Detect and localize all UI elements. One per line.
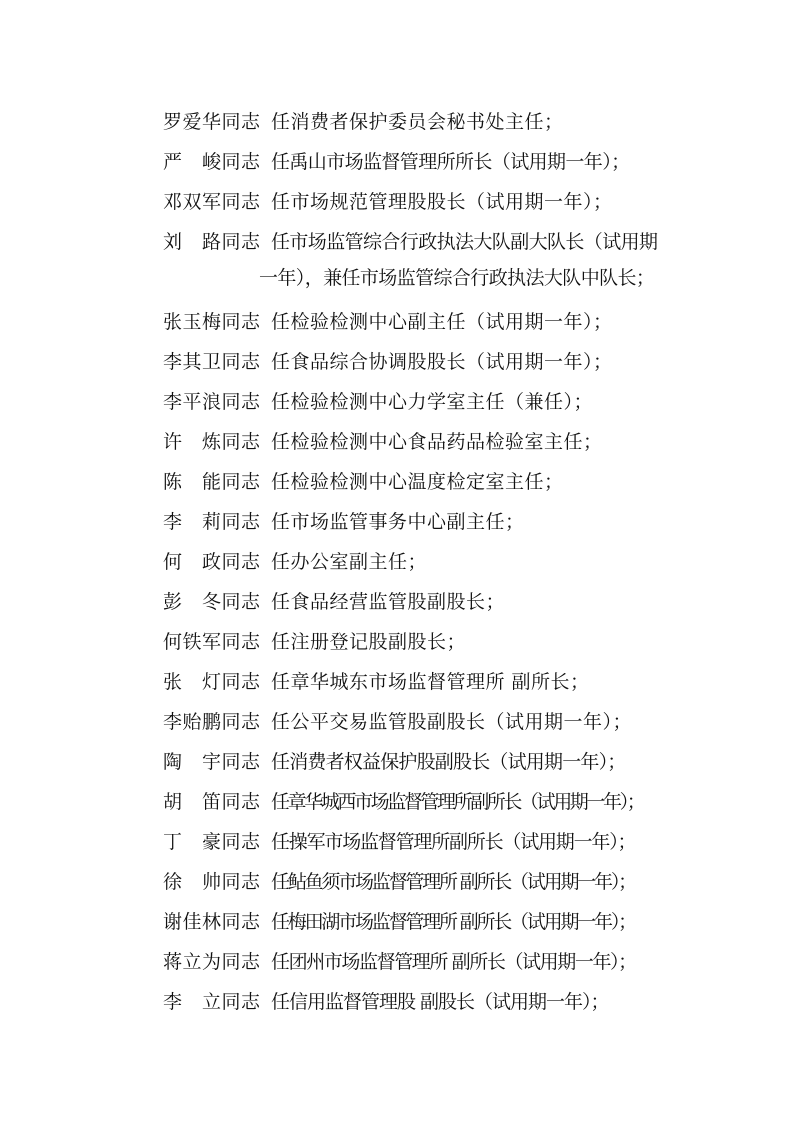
appointment-duty: 任检验检测中心力学室主任（兼任）； [271,391,594,413]
appointment-duty: 任办公室副主任； [271,551,428,573]
list-item [163,464,683,504]
list-item [163,504,683,544]
appointment-duty: 任公平交易监管股副股长（试用期一年）； [271,711,633,733]
appointment-duty-line-2: 一年），兼任市场监管综合行政执法大队中队长； [259,267,655,289]
person-name: 丁 豪同志 [163,831,261,853]
appointment-list [163,104,683,1024]
person-name: 张玉梅同志 [163,311,261,333]
appointment-duty: 任操军市场监督管理所副所长（试用期一年）； [271,831,636,853]
list-item [163,704,683,744]
person-name: 刘 路同志 [163,231,261,253]
list-item [163,744,683,784]
person-name: 胡 笛同志 [163,791,261,813]
person-name: 陈 能同志 [163,471,261,493]
list-item [163,424,683,464]
list-item [163,864,683,904]
person-name: 李其卫同志 [163,351,261,373]
person-name: 张 灯同志 [163,671,261,693]
appointment-duty: 任食品经营监管股副股长； [271,591,506,613]
appointment-duty: 任检验检测中心温度检定室主任； [271,471,564,493]
person-name: 罗爱华同志 [163,111,261,133]
appointment-duty: 任检验检测中心副主任（试用期一年）； [271,311,613,333]
list-item [163,784,683,824]
appointment-duty [259,224,683,296]
list-item [163,344,683,384]
person-name: 李平浪同志 [163,391,261,413]
person-name: 许 炼同志 [163,431,261,453]
appointment-duty: 任鲇鱼须市场监督管理所 副所长（试用期一年）； [271,871,635,893]
list-item [163,824,683,864]
list-item [163,984,683,1024]
list-item [163,624,683,664]
appointment-duty: 任注册登记股副股长； [271,631,467,653]
appointment-duty: 任消费者权益保护股副股长（试用期一年）； [271,751,626,773]
list-item [163,384,683,424]
appointment-duty: 任梅田湖市场监督管理所 副所长（试用期一年）； [271,911,635,933]
list-item [163,584,683,624]
list-item [163,664,683,704]
person-name: 李 莉同志 [163,511,261,533]
person-name: 陶 宇同志 [163,751,261,773]
person-name: 蒋立为同志 [163,951,261,973]
appointment-duty: 任禹山市场监督管理所所长（试用期一年）； [271,151,630,173]
appointment-duty: 任章华城东市场监督管理所 副所长； [271,671,590,693]
person-name: 何 政同志 [163,551,261,573]
appointment-duty: 任团州市场监督管理所 副所长（试用期一年）； [271,951,636,973]
appointment-duty-line-1: 任市场监管综合行政执法大队副大队长（试用期 [271,231,658,253]
appointment-duty: 任信用监督管理股 副股长（试用期一年）； [271,991,609,1013]
list-item [163,184,683,224]
list-item [163,104,683,144]
appointment-duty: 任章华城西市场监督管理所副所长（试用期一年）； [271,791,644,813]
person-name: 徐 帅同志 [163,871,261,893]
list-item [163,224,683,304]
person-name: 李贻鹏同志 [163,711,261,733]
person-name: 谢佳林同志 [163,911,261,933]
list-item [163,304,683,344]
list-item [163,144,683,184]
appointment-duty: 任市场规范管理股股长（试用期一年）； [271,191,613,213]
appointment-duty: 任检验检测中心食品药品检验室主任； [271,431,603,453]
person-name: 彭 冬同志 [163,591,261,613]
appointment-duty: 任食品综合协调股股长（试用期一年）； [271,351,613,373]
list-item [163,904,683,944]
list-item [163,544,683,584]
appointment-duty: 任市场监管事务中心副主任； [271,511,525,533]
person-name: 何铁军同志 [163,631,261,653]
list-item [163,944,683,984]
person-name: 邓双军同志 [163,191,261,213]
person-name: 李 立同志 [163,991,261,1013]
person-name: 严 峻同志 [163,151,261,173]
appointment-duty: 任消费者保护委员会秘书处主任； [271,111,564,133]
